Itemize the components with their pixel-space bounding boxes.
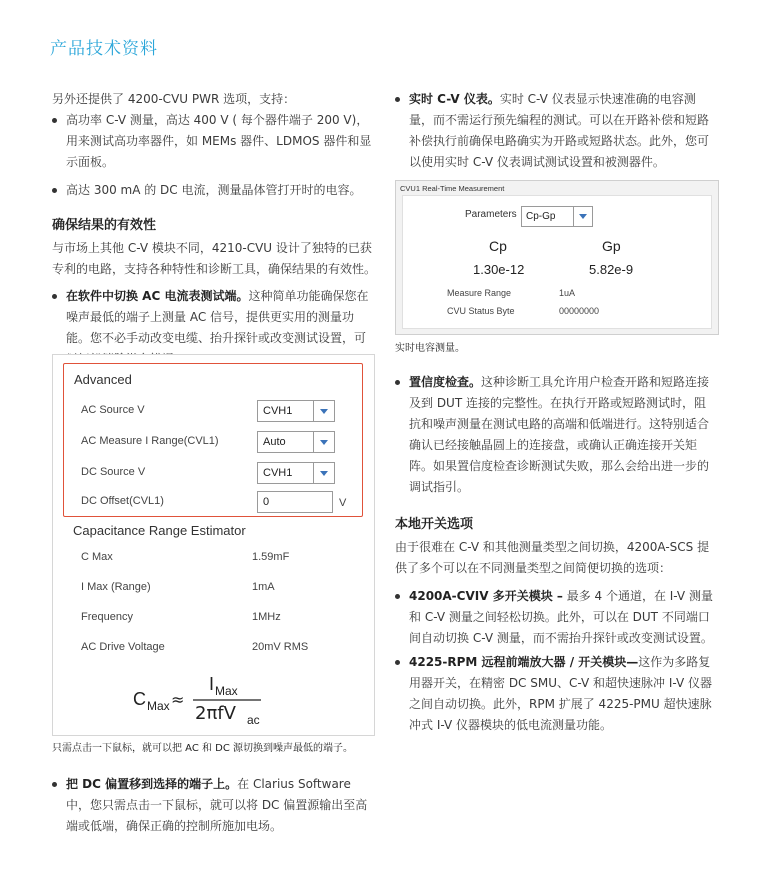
ac-source-label: AC Source V <box>81 404 145 416</box>
measure-range-label: Measure Range <box>447 288 512 298</box>
right-column-bottom <box>395 372 717 736</box>
dc-source-value: CVH1 <box>263 467 293 479</box>
list-item-lead: 在软件中切换 AC 电流表测试端。 <box>66 289 249 303</box>
list-item-text: 在 Clarius Software 中，您只需点击一下鼠标，就可以将 DC 偏置源输出至高端或低端，确保正确的控制所施加电场。 <box>66 777 368 833</box>
dc-source-label: DC Source V <box>81 466 146 478</box>
cp-value: 1.30e-12 <box>473 262 525 277</box>
window-title: CVU1 Real-Time Measurement <box>400 184 505 193</box>
list-item-text: 这种简单功能确保您在噪声最低的端子上测量 AC 信号，提供更实用的测量功能。您不必手动改变电缆、抬升探针或改变测试设置，可 <box>66 289 369 345</box>
list-item-text: 实时 C-V 仪表显示快速准确的电容测量，而不需运行预先编程的测试。可以在开路补偿和短路补偿执行前确保电路确实为开路或短路状态。此外，您可以使用实时 C-V 仪表调试测试设置和被测器件。 <box>409 92 710 169</box>
list-item-lead: 置信度检查。 <box>409 375 482 389</box>
formula-numerator: I <box>209 674 215 694</box>
ac-measure-range-row <box>81 431 361 453</box>
ac-measure-range-label: AC Measure I Range(CVL1) <box>81 435 219 447</box>
formula-lhs-sub: Max <box>147 699 170 713</box>
ac-source-value: CVH1 <box>263 405 293 417</box>
realtime-measurement-screenshot <box>395 180 719 335</box>
list-item <box>395 89 717 173</box>
realtime-panel-body <box>402 195 712 329</box>
right-column-top <box>395 86 717 173</box>
list-item-text: 这作为多路复用器开关，在精密 DC SMU、C-V 和超快速脉冲 I-V 仪器之间自动切换。此外，RPM 扩展了 4225-PMU 超快速脉冲式 I-V 仪器模块的低电流测量功能。 <box>409 655 713 732</box>
formula-denominator-sub: ac <box>247 713 260 727</box>
dc-offset-row <box>81 491 361 513</box>
list-item-lead: 实时 C-V 仪表。 <box>409 92 500 106</box>
page-header: 产品技术资料 <box>50 39 158 59</box>
list-item-lead: 4225-RPM 远程前端放大器 / 开关模块— <box>409 655 639 669</box>
estimator-value: 1.59mF <box>252 551 290 563</box>
estimator-row <box>81 641 341 653</box>
estimator-value: 1MHz <box>252 611 281 623</box>
dc-offset-unit: V <box>339 497 347 509</box>
section-heading: 本地开关选项 <box>395 517 474 532</box>
figure-caption: 实时电容测量。 <box>395 343 465 354</box>
estimator-value: 20mV RMS <box>252 641 309 653</box>
dc-offset-value: 0 <box>263 496 270 508</box>
dc-offset-label: DC Offset(CVL1) <box>81 495 164 507</box>
capacitance-formula <box>123 667 303 727</box>
chevron-down-icon[interactable] <box>573 207 592 226</box>
list-item-lead: 4200A-CVIV 多开关模块 – <box>409 589 563 603</box>
estimator-label: I Max (Range) <box>81 581 151 593</box>
list-item <box>395 586 717 649</box>
estimator-value: 1mA <box>252 581 275 593</box>
measure-range-value: 1uA <box>559 288 576 298</box>
cp-label: Cp <box>489 238 507 254</box>
formula-lhs: C <box>133 689 146 709</box>
dc-source-row <box>81 462 361 484</box>
list-item <box>395 652 717 736</box>
estimator-title: Capacitance Range Estimator <box>73 523 246 538</box>
chevron-down-icon[interactable] <box>313 401 334 421</box>
dc-offset-input[interactable] <box>257 491 333 513</box>
left-bottom-text <box>52 774 376 837</box>
list-item: 高达 300 mA 的 DC 电流，测量晶体管打开时的电容。 <box>52 180 376 201</box>
status-byte-value: 00000000 <box>559 306 600 316</box>
list-item <box>395 372 717 498</box>
advanced-settings-screenshot <box>52 354 375 736</box>
ac-measure-range-value: Auto <box>263 436 286 448</box>
list-item <box>52 774 376 837</box>
list-item-lead: 把 DC 偏置移到选择的端子上。 <box>66 777 238 791</box>
figure-caption: 只需点击一下鼠标，就可以把 AC 和 DC 源切换到噪声最低的端子。 <box>52 743 354 754</box>
gp-value: 5.82e-9 <box>589 262 634 277</box>
estimator-row <box>81 581 341 593</box>
ac-source-row <box>81 400 361 422</box>
dc-source-select[interactable] <box>257 462 335 484</box>
list-item-text: 最多 4 个通道，在 I-V 测量和 C-V 测量之间轻松切换。此外，可以在 DUT 不同端口间自动切换 C-V 测量，而不需抬升探针或改变测试设置。 <box>409 589 713 645</box>
formula-numerator-sub: Max <box>215 684 238 698</box>
list-item-text: 这种诊断工具允许用户检查开路和短路连接及到 DUT 连接的完整性。在执行开路或短路测试时，阻抗和噪声测量在测试电路的高端和低端进行。这特别适合确认已经接触晶圆上的连接盘，或确认正确连接开关矩阵。如果置信度检查诊断测试失败，那么会给出进一步的调试指引。 <box>409 375 710 494</box>
estimator-label: C Max <box>81 551 113 563</box>
parameters-select[interactable] <box>521 206 593 227</box>
parameters-label: Parameters <box>465 209 517 220</box>
formula-approx: ≈ <box>171 690 185 709</box>
section-text: 由于很难在 C-V 和其他测量类型之间切换，4200A-SCS 提供了多个可以在不同测量类型之间简便切换的选项： <box>395 540 710 575</box>
parameters-value: Cp-Gp <box>526 211 556 222</box>
formula-denominator: 2πfV <box>195 703 236 724</box>
advanced-title: Advanced <box>74 372 132 387</box>
status-byte-label: CVU Status Byte <box>447 306 515 316</box>
gp-label: Gp <box>602 238 621 254</box>
advanced-group-highlight <box>63 363 363 517</box>
chevron-down-icon[interactable] <box>313 432 334 452</box>
section-heading: 确保结果的有效性 <box>52 218 157 233</box>
estimator-label: AC Drive Voltage <box>81 641 165 653</box>
left-column <box>52 86 376 370</box>
chevron-down-icon[interactable] <box>313 463 334 483</box>
intro-text: 另外还提供了 4200-CVU PWR 选项，支持： <box>52 92 296 106</box>
estimator-row <box>81 611 341 623</box>
section-text: 与市场上其他 C-V 模块不同，4210-CVU 设计了独特的已获专利的电路，支持各种特性和诊断工具，确保结果的有效性。 <box>52 241 377 276</box>
ac-measure-range-select[interactable] <box>257 431 335 453</box>
ac-source-select[interactable] <box>257 400 335 422</box>
estimator-row <box>81 551 341 563</box>
list-item: 高功率 C-V 测量，高达 400 V ( 每个器件端子 200 V)，用来测试高功率器件，如 MEMs 器件、LDMOS 器件和显示面板。 <box>52 110 376 173</box>
estimator-label: Frequency <box>81 611 133 623</box>
